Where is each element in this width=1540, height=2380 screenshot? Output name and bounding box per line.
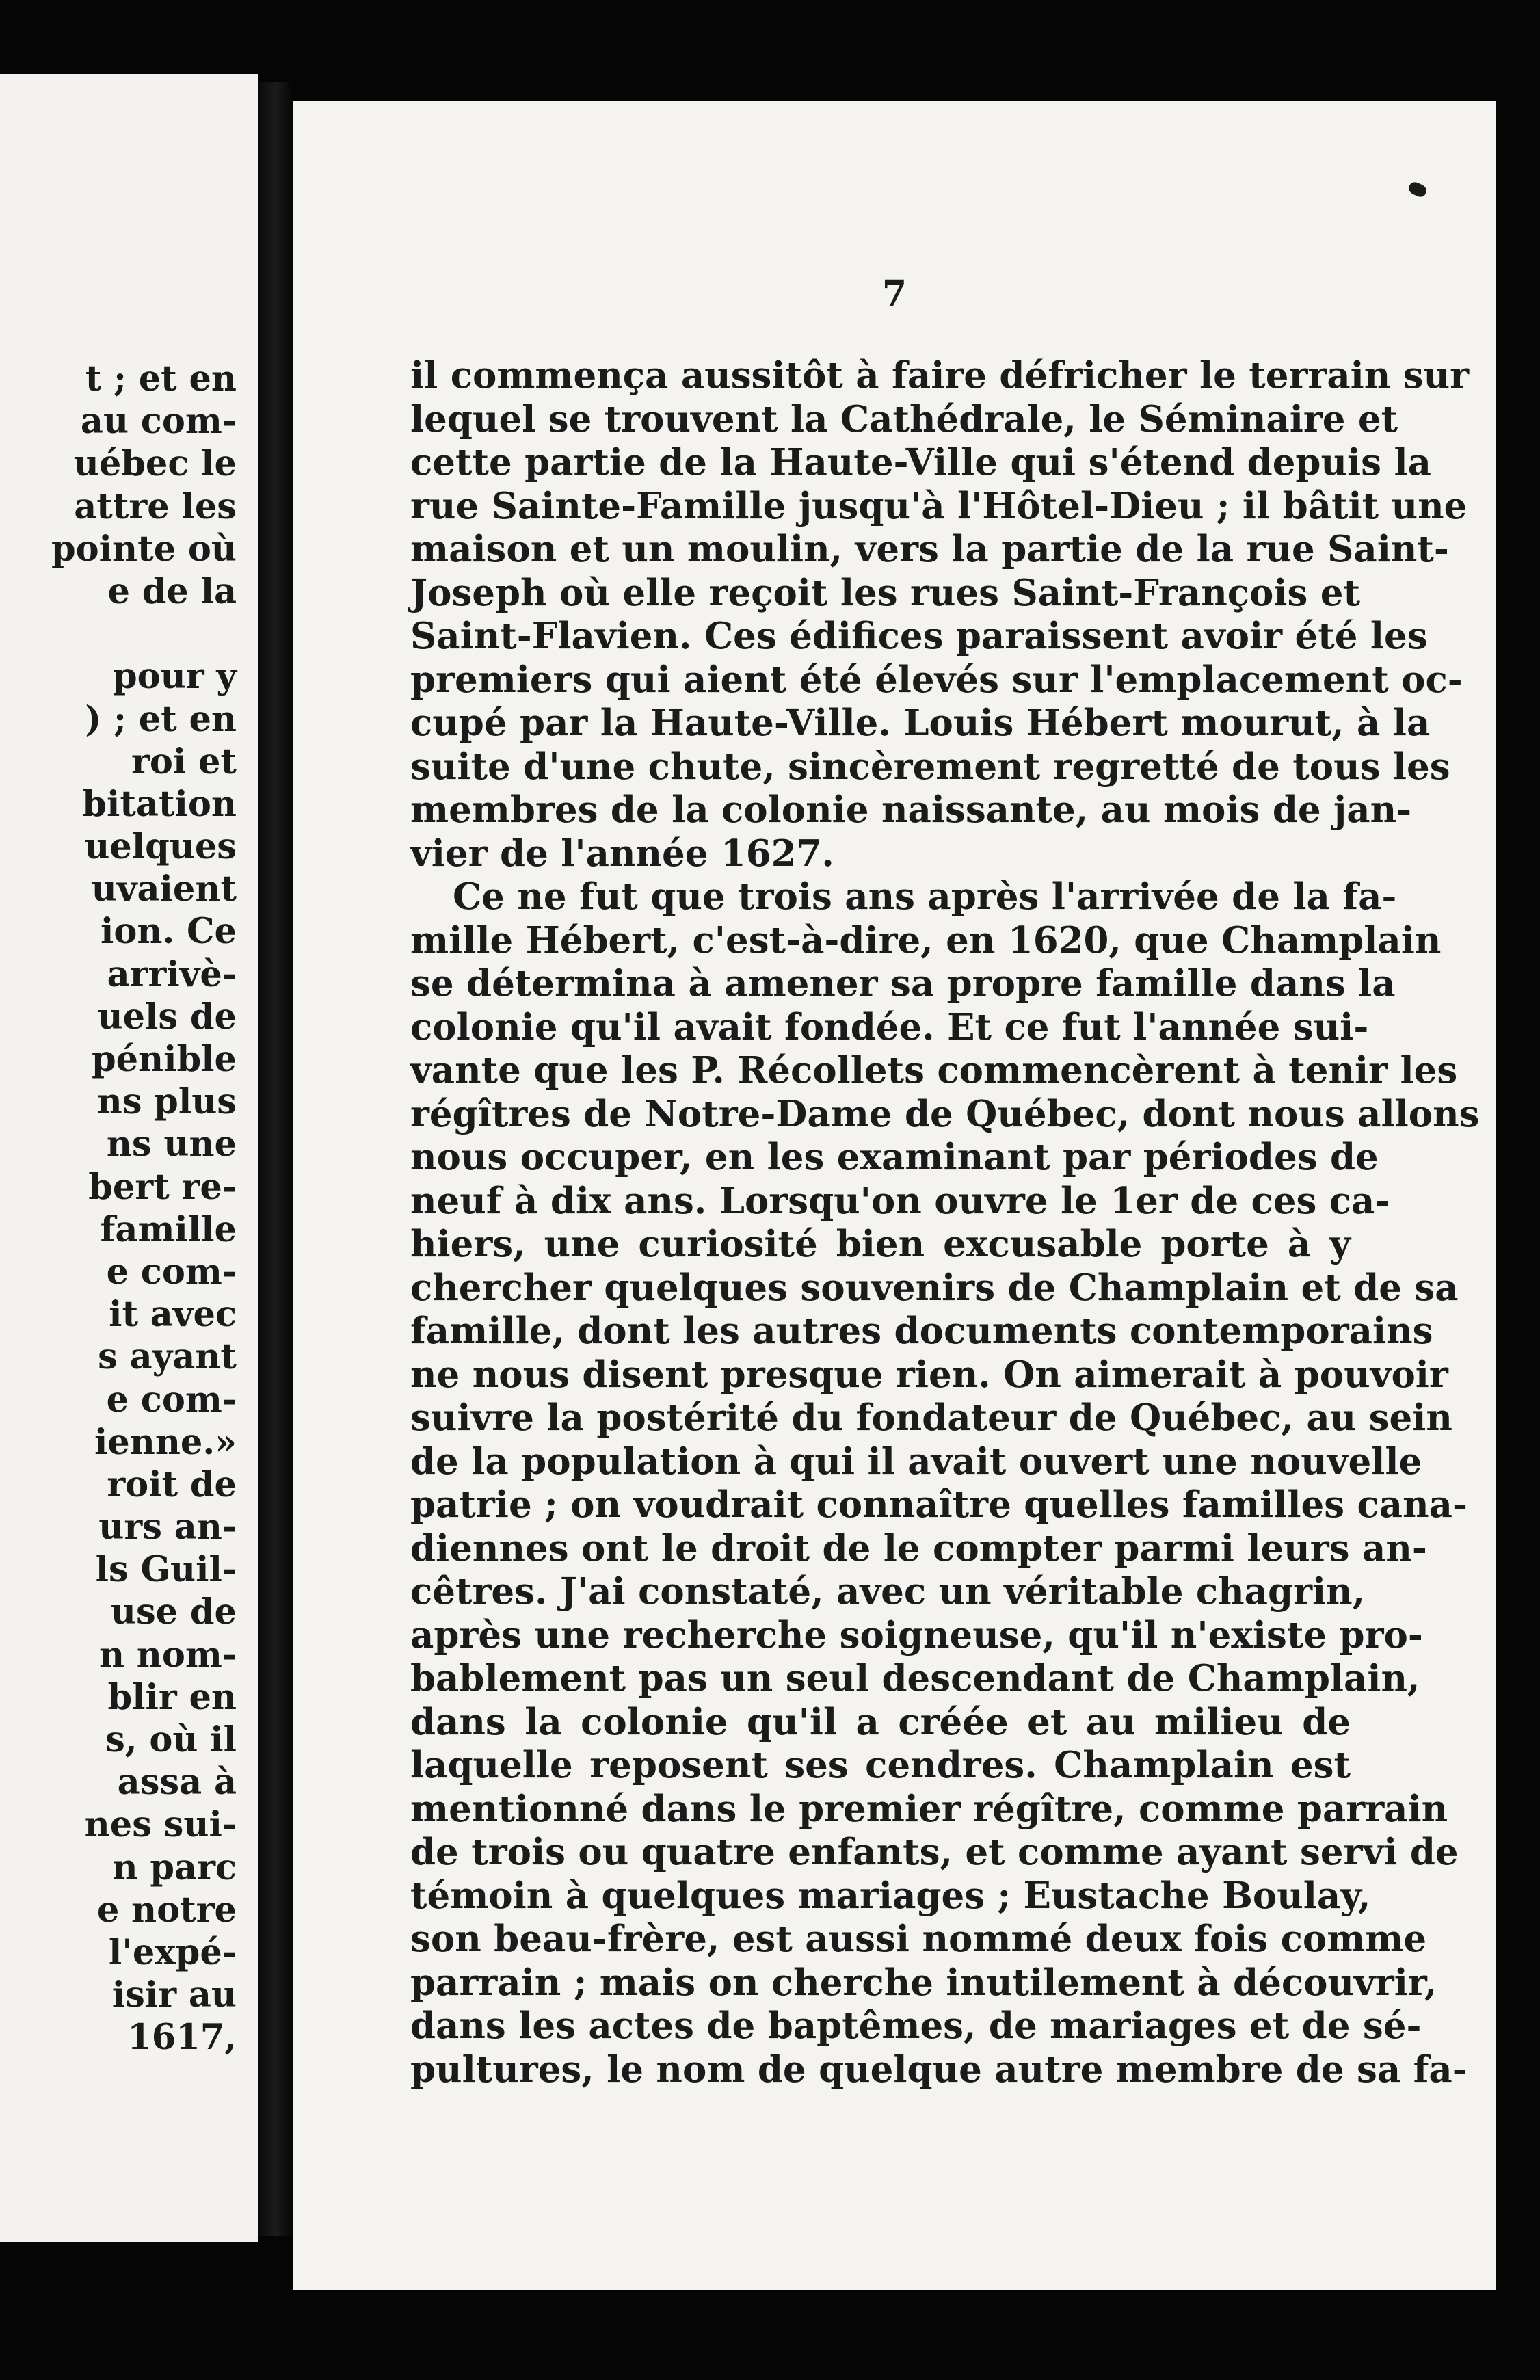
text-line: bitation [82, 783, 237, 825]
text-line: dans les actes de baptêmes, de mariages et de sé- [410, 2005, 1422, 2047]
page-right [293, 101, 1496, 2290]
text-line: ns une [106, 1124, 237, 1165]
text-line: e com- [106, 1379, 237, 1420]
facing-page-left [0, 74, 258, 2242]
text-line: famille [100, 1208, 237, 1250]
text-line: pultures, le nom de quelque autre membre de sa fa- [410, 2048, 1468, 2091]
text-line: nous occuper, en les examinant par périodes de [410, 1136, 1379, 1178]
text-line: lequel se trouvent la Cathédrale, le Séminaire et [410, 397, 1398, 440]
facing-page-text [51, 358, 237, 2059]
text-line: mentionné dans le premier régître, comme parrain [410, 1787, 1448, 1830]
text-line: arrivè- [107, 953, 237, 995]
text-line: e com- [106, 1251, 237, 1293]
text-line: vier de l'année 1627. [410, 832, 834, 875]
text-line: t ; et en [85, 358, 237, 399]
text-line: premiers qui aient été élevés sur l'emplacement oc- [410, 658, 1463, 701]
text-line: e notre [96, 1889, 237, 1931]
text-line: use de [110, 1591, 237, 1633]
text-line: bablement pas un seul descendant de Champlain, [410, 1657, 1420, 1700]
text-line: Ce ne fut que trois ans après l'arrivée de la fa- [453, 875, 1397, 918]
text-line: 1617, [127, 2017, 237, 2059]
text-line: membres de la colonie naissante, au mois de jan- [410, 789, 1412, 831]
text-line: laquelle reposent ses cendres. Champlain est [410, 1744, 1351, 1786]
text-line: patrie ; on voudrait connaître quelles familles cana- [410, 1483, 1468, 1526]
ink-spot [1407, 180, 1428, 198]
page-body-text [410, 354, 1480, 2091]
text-line: attre les [74, 486, 237, 527]
text-line: mille Hébert, c'est-à-dire, en 1620, que Champlain [410, 918, 1442, 962]
text-line: diennes ont le droit de le compter parmi leurs an- [410, 1526, 1427, 1570]
text-line: ) ; et en [85, 698, 237, 740]
text-line: ls Guil- [95, 1549, 237, 1591]
text-line: urs an- [98, 1507, 237, 1548]
text-line: roit de [107, 1464, 237, 1505]
text-line: son beau-frère, est aussi nommé deux fois comme [410, 1918, 1427, 1960]
text-line: ienne.» [94, 1421, 237, 1463]
text-line: ns plus [96, 1081, 237, 1123]
text-line: maison et un moulin, vers la partie de la rue Saint- [410, 528, 1449, 570]
text-line: témoin à quelques mariages ; Eustache Boulay, [410, 1874, 1371, 1917]
text-line: régîtres de Notre-Dame de Québec, dont nous allons [410, 1092, 1480, 1135]
text-line: chercher quelques souvenirs de Champlain et de sa [410, 1266, 1459, 1309]
text-line: se détermina à amener sa propre famille dans la [410, 962, 1396, 1005]
text-line: Joseph où elle reçoit les rues Saint-François et [410, 571, 1360, 614]
text-line: pointe où [51, 528, 237, 570]
text-line: famille, dont les autres documents contemporains [410, 1310, 1433, 1352]
paragraph [410, 875, 1480, 2091]
text-line: pour y [112, 656, 237, 698]
text-line: Saint-Flavien. Ces édifices paraissent avoir été les [410, 615, 1428, 657]
text-line: de la population à qui il avait ouvert une nouvelle [410, 1440, 1422, 1483]
text-line: pénible [91, 1039, 237, 1080]
text-line: isir au [111, 1974, 237, 2016]
text-line: suite d'une chute, sincèrement regretté de tous les [410, 745, 1450, 788]
text-line: bert re- [88, 1166, 237, 1208]
book-gutter [258, 82, 293, 2236]
text-line: au com- [80, 401, 237, 442]
text-line: après une recherche soigneuse, qu'il n'existe pro- [410, 1613, 1423, 1656]
text-line: e de la [107, 570, 237, 612]
text-gap [51, 613, 237, 655]
page-number: 7 [881, 273, 907, 315]
text-line: assa à [117, 1762, 237, 1803]
text-line: uébec le [73, 443, 237, 485]
text-line: n nom- [98, 1634, 237, 1676]
text-line: suivre la postérité du fondateur de Québec, au sein [410, 1397, 1452, 1439]
text-line: blir en [107, 1676, 237, 1718]
text-line: uelques [84, 826, 237, 868]
text-line: parrain ; mais on cherche inutilement à découvrir, [410, 1961, 1437, 2004]
text-line: rue Sainte-Famille jusqu'à l'Hôtel-Dieu ; il bâtit une [410, 484, 1468, 527]
text-line: nes sui- [84, 1804, 237, 1846]
text-line: uvaient [91, 869, 237, 910]
text-line: ion. Ce [100, 911, 237, 953]
text-line: ne nous disent presque rien. On aimerait à pouvoir [410, 1353, 1448, 1396]
text-line: cêtres. J'ai constaté, avec un véritable chagrin, [410, 1570, 1366, 1613]
text-line: cupé par la Haute-Ville. Louis Hébert mourut, à la [410, 702, 1431, 744]
text-line: n parc [112, 1847, 237, 1888]
text-line: colonie qu'il avait fondée. Et ce fut l'année sui- [410, 1005, 1369, 1048]
paragraph [410, 354, 1470, 875]
text-line: roi et [131, 741, 237, 782]
text-line: de trois ou quatre enfants, et comme ayant servi de [410, 1831, 1459, 1873]
text-line: it avec [109, 1294, 237, 1336]
text-line: s ayant [98, 1336, 237, 1378]
text-line: neuf à dix ans. Lorsqu'on ouvre le 1er de ces ca- [410, 1179, 1390, 1222]
text-line: cette partie de la Haute-Ville qui s'étend depuis la [410, 441, 1431, 484]
text-line: il commença aussitôt à faire défricher le terrain sur [410, 354, 1470, 397]
text-line: s, où il [105, 1719, 237, 1760]
text-line: uels de [97, 996, 237, 1037]
text-line: l'expé- [108, 1931, 237, 1973]
text-line: hiers, une curiosité bien excusable porte à y [410, 1223, 1351, 1265]
text-line: vante que les P. Récollets commencèrent à tenir les [410, 1049, 1458, 1092]
text-line: dans la colonie qu'il a créée et au milieu de [410, 1700, 1351, 1743]
